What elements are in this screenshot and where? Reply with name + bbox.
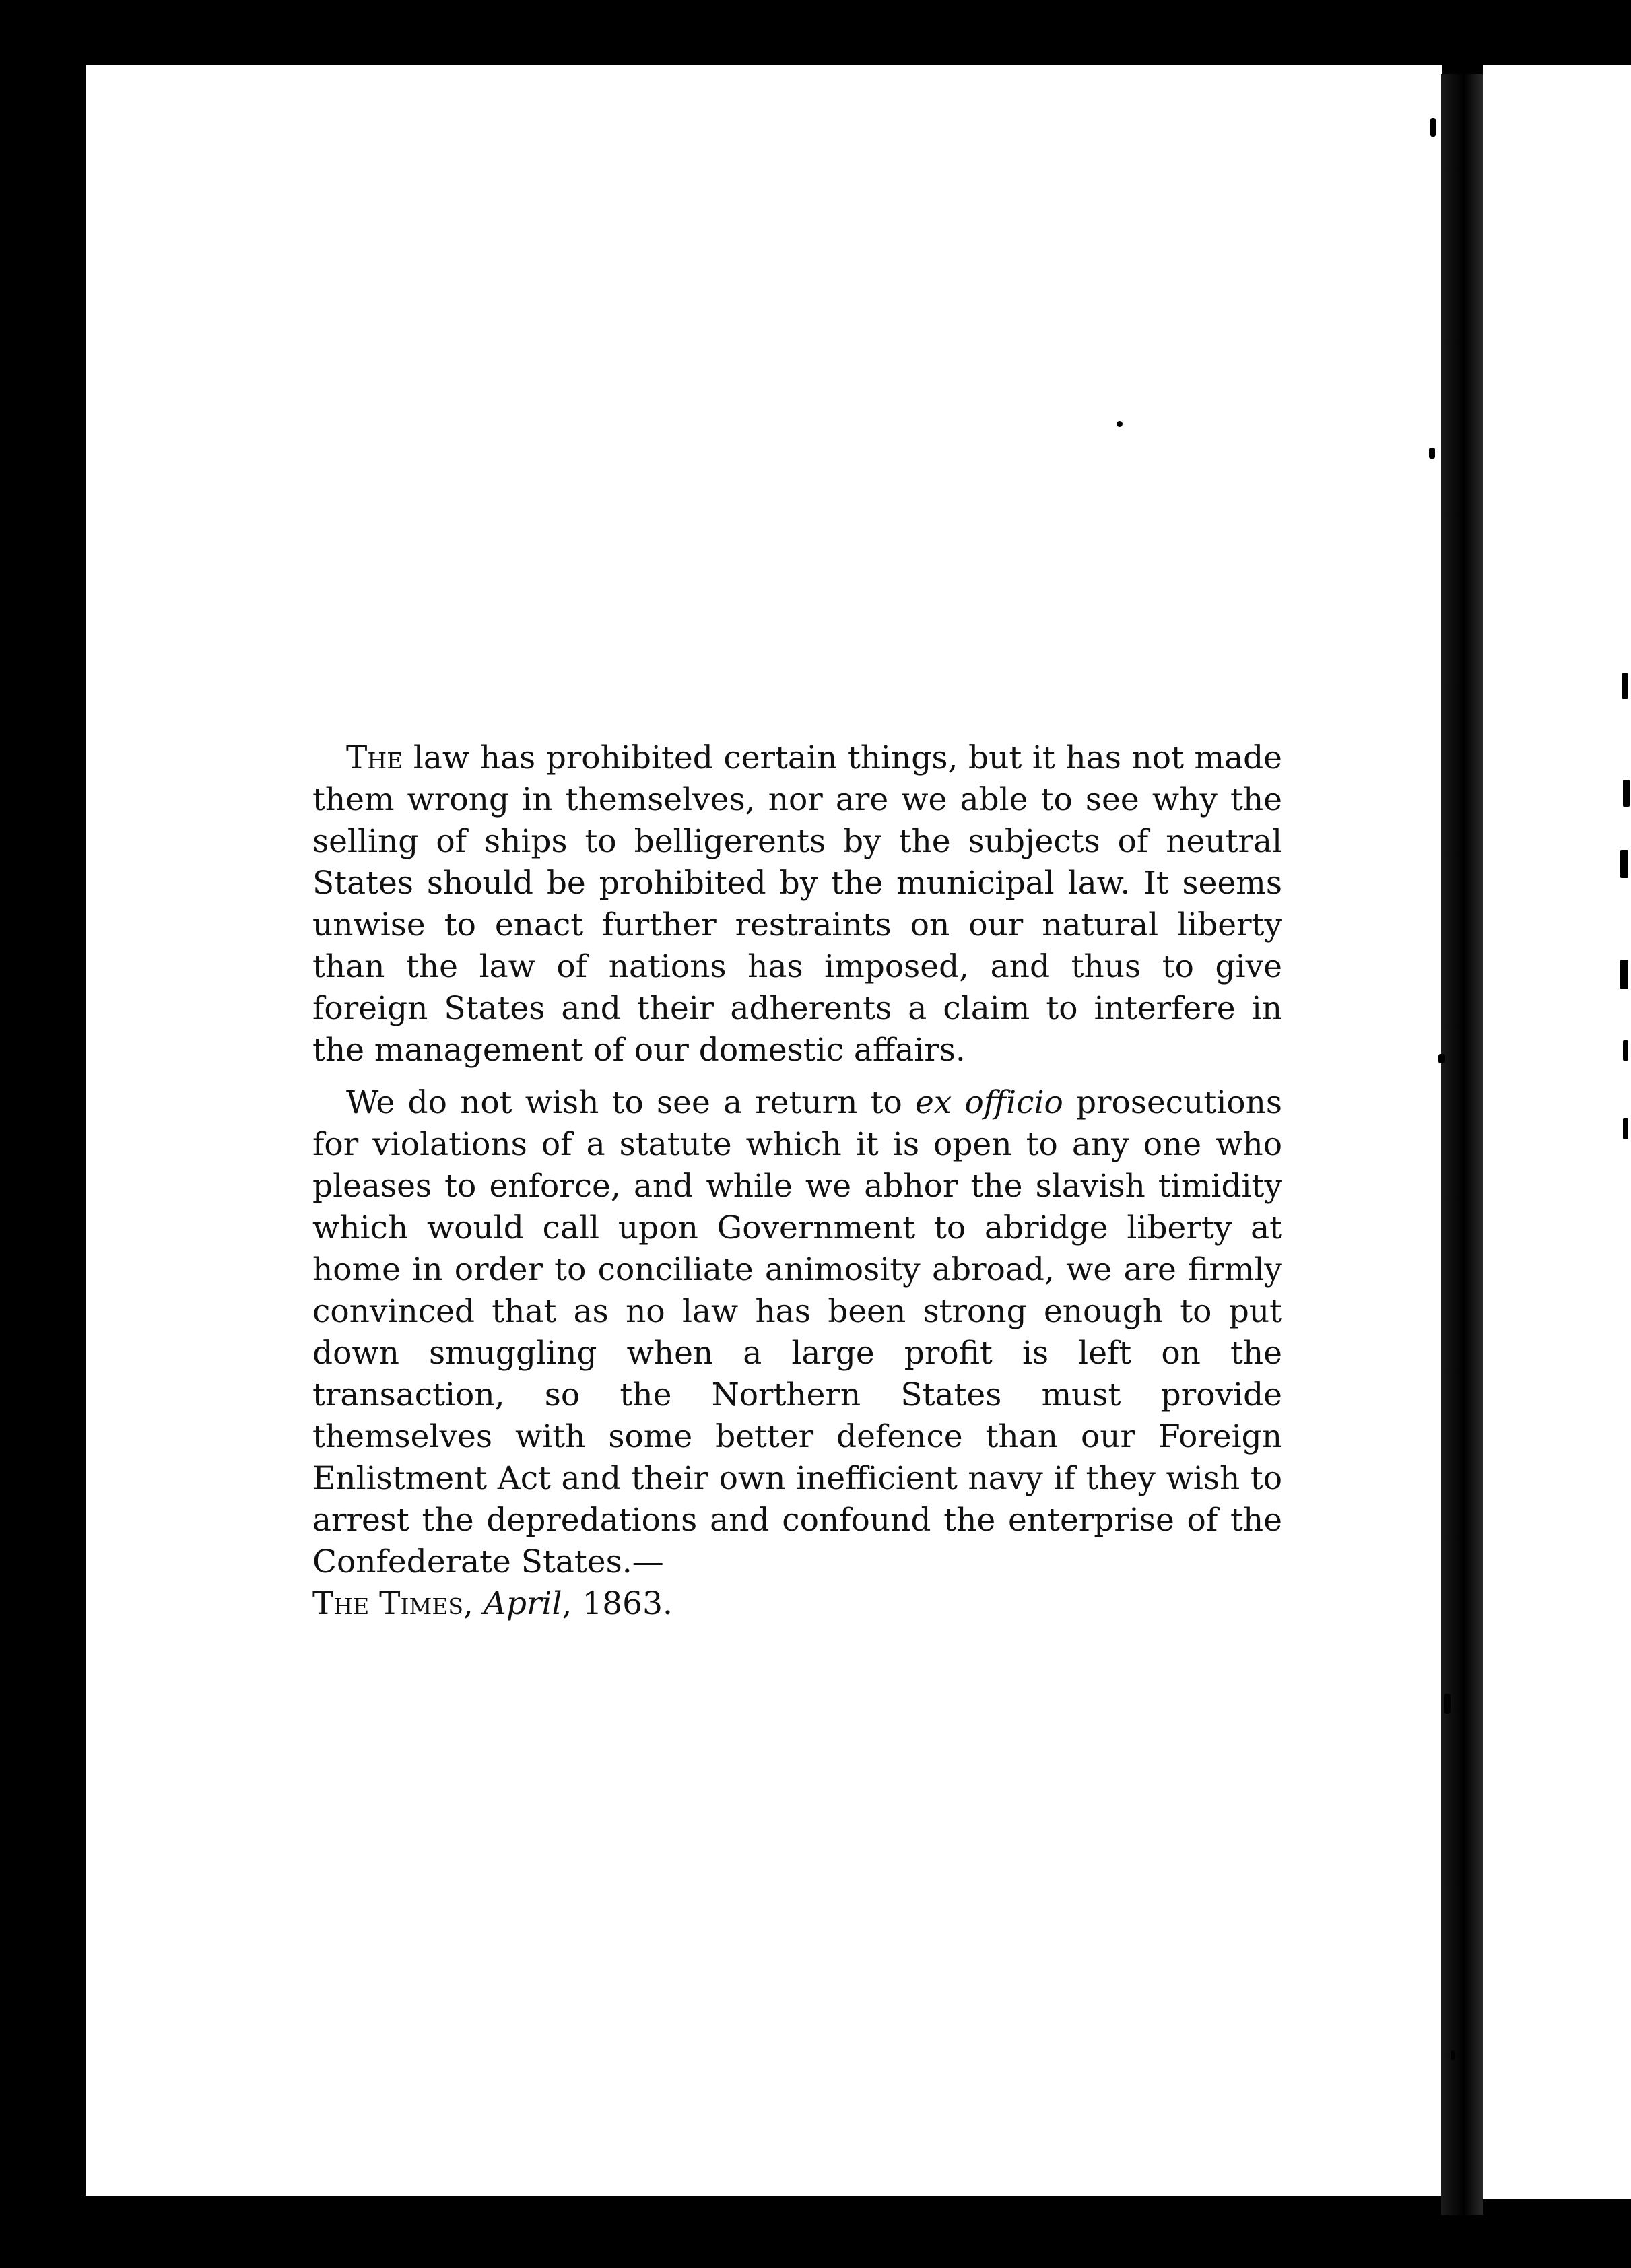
scan-speck bbox=[1430, 118, 1436, 137]
binding-gutter bbox=[1441, 74, 1483, 2215]
paragraph-1-lead: The bbox=[346, 739, 403, 776]
scan-speck bbox=[1117, 421, 1123, 427]
scan-speck bbox=[1429, 448, 1435, 459]
scan-speck bbox=[1438, 1054, 1445, 1063]
facing-page-fragment bbox=[1623, 1040, 1628, 1061]
paragraph-2-italic-phrase: ex officio bbox=[914, 1084, 1063, 1121]
attribution-separator: , bbox=[463, 1585, 484, 1622]
facing-page-edge bbox=[1483, 65, 1631, 2199]
facing-page-fragment bbox=[1620, 850, 1628, 878]
scan-speck bbox=[1444, 1694, 1451, 1714]
attribution-year: , 1863. bbox=[562, 1585, 673, 1622]
attribution-month: April bbox=[483, 1585, 562, 1622]
paragraph-1 bbox=[312, 737, 1282, 1071]
scan-speck bbox=[1451, 2050, 1455, 2060]
attribution-source: The Times bbox=[312, 1585, 464, 1622]
paragraph-2 bbox=[312, 1082, 1282, 1583]
facing-page-fragment bbox=[1620, 960, 1628, 989]
facing-page-fragment bbox=[1623, 1118, 1628, 1139]
facing-page-fragment bbox=[1622, 673, 1628, 699]
paragraph-1-body: law has prohibited certain things, but it has not made them wrong in themselves, nor are we able to see why the selling of ships to belligerents by the subjects of neutral States should be prohibited by the municipal law. It seems unwise to enact further restraints on our natural liberty than the law of nations has imposed, and thus to give foreign States and their adherents a claim to interfere in the management of our domestic affairs. bbox=[312, 739, 1282, 1069]
paragraph-2-body-end: prosecutions for violations of a statute which it is open to any one who pleases to enforce, and while we abhor the slavish timidity which would call upon Government to abridge liberty at home in order to conciliate animosity abroad, we are firmly convinced that as no law has been strong enough to put down smuggling when a large profit is left on the transaction, so the Northern States must provide themselves with some better defence than our Foreign Enlistment Act and their own inefficient navy if they wish to arrest the depredations and confound the enterprise of the Confederate States.— bbox=[312, 1084, 1282, 1580]
paragraph-2-body-start: We do not wish to see a return to bbox=[346, 1084, 915, 1121]
quotation-text bbox=[312, 737, 1282, 1625]
attribution bbox=[312, 1583, 1282, 1625]
facing-page-fragment bbox=[1623, 780, 1630, 807]
